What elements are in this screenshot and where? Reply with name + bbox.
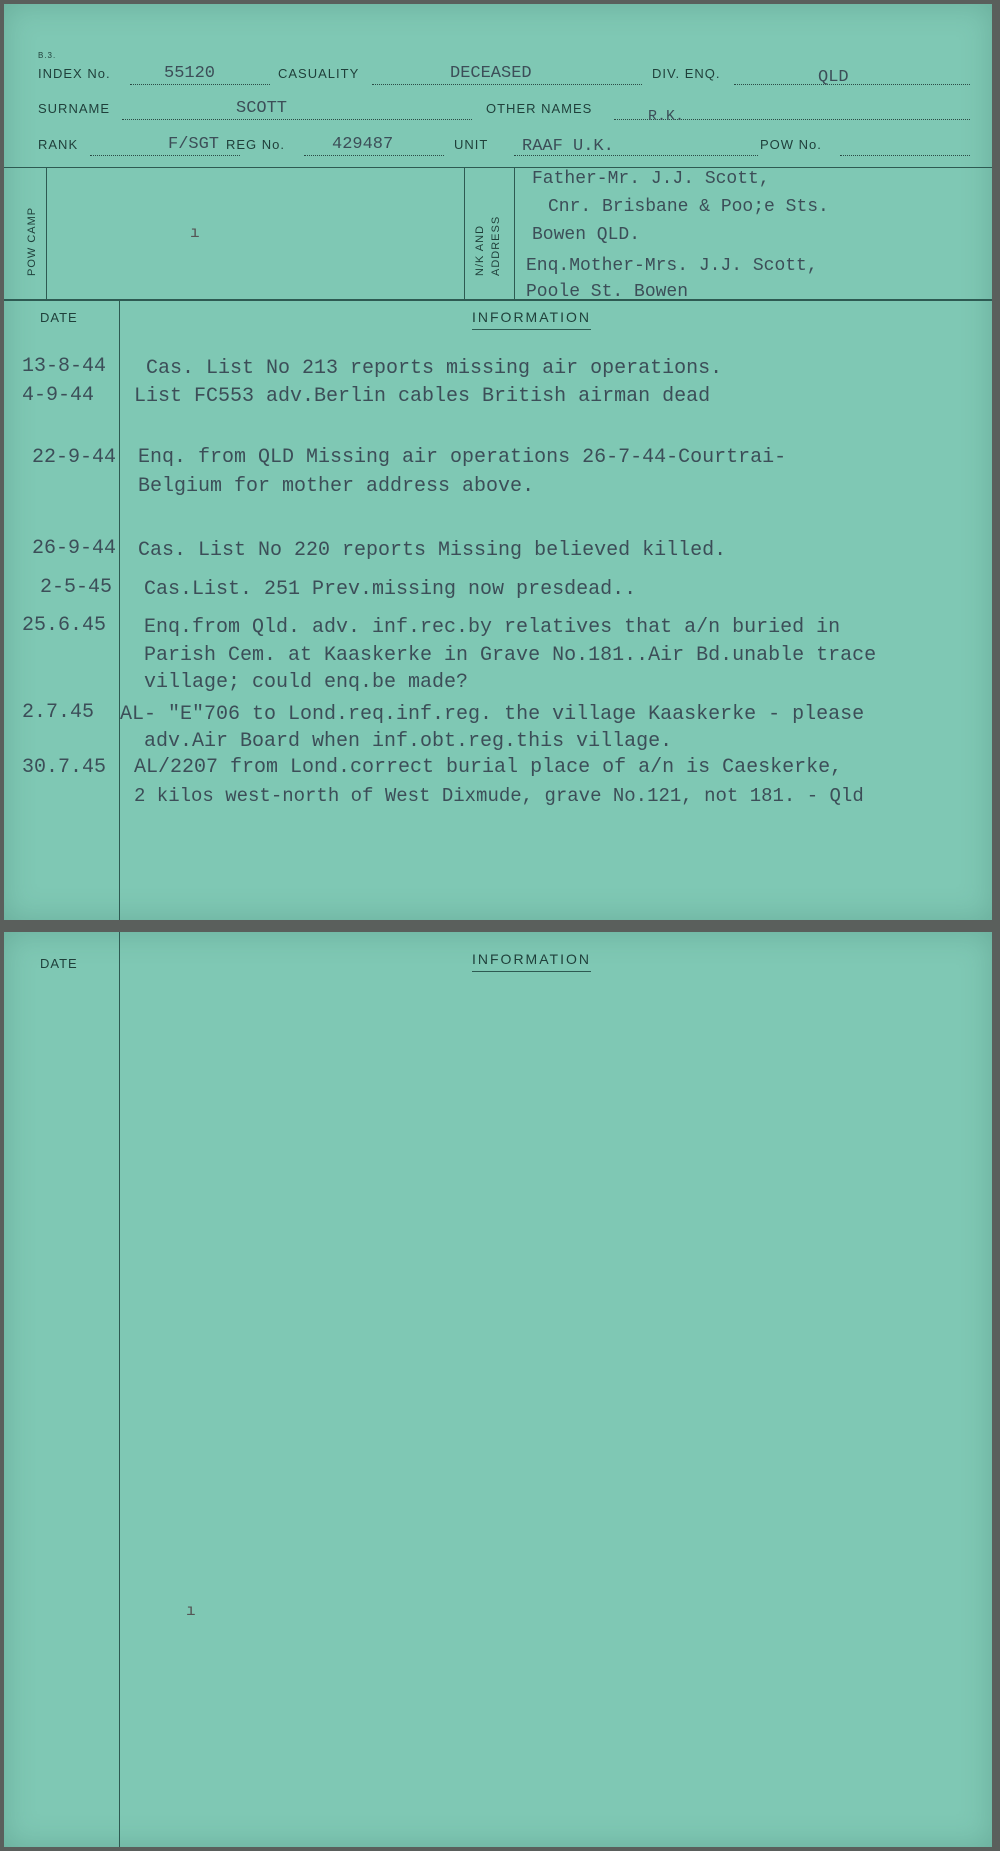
index-card-front <box>4 4 992 920</box>
entry-date: 26-9-44 <box>32 537 117 560</box>
address-line: Enq.Mother-Mrs. J.J. Scott, <box>526 256 818 276</box>
pow-camp-label: POW CAMP <box>26 206 38 276</box>
address-label: ADDRESS <box>490 215 502 276</box>
surname-value: SCOTT <box>236 99 288 118</box>
pow-no-label: POW No. <box>760 137 822 152</box>
entry-date: 22-9-44 <box>32 446 117 469</box>
div-enq-value: QLD <box>818 68 849 87</box>
casuality-line <box>372 84 642 85</box>
entry-date: 30.7.45 <box>22 756 107 779</box>
reg-no-line <box>304 155 444 156</box>
entry-text: 2 kilos west-north of West Dixmude, grave No.121, not 181. - Qld <box>134 785 864 807</box>
information-column-header: INFORMATION <box>472 951 591 972</box>
information-column-header: INFORMATION <box>472 309 591 330</box>
index-no-line <box>130 84 270 85</box>
index-no-label: INDEX No. <box>38 66 111 81</box>
entry-date: 13-8-44 <box>22 355 107 378</box>
entry-text: Cas.List. 251 Prev.missing now presdead.. <box>144 578 637 601</box>
address-line: Cnr. Brisbane & Poo;e Sts. <box>548 197 829 217</box>
other-names-value: R.K. <box>648 108 685 125</box>
entry-text: List FC553 adv.Berlin cables British airman dead <box>134 385 711 408</box>
entry-text: Enq.from Qld. adv. inf.rec.by relatives that a/n buried in <box>144 616 841 639</box>
index-card-back <box>4 932 992 1847</box>
address-line: Father-Mr. J.J. Scott, <box>532 169 770 189</box>
address-line: Poole St. Bowen <box>526 282 689 302</box>
date-column-divider <box>119 301 120 920</box>
pow-no-line <box>840 155 970 156</box>
entry-date: 2.7.45 <box>22 701 95 724</box>
entry-date: 4-9-44 <box>22 384 95 407</box>
other-names-label: OTHER NAMES <box>486 101 593 116</box>
address-divider-left <box>464 167 465 299</box>
form-code: B.3. <box>38 51 57 60</box>
surname-line <box>122 119 472 120</box>
pow-camp-divider <box>46 167 47 299</box>
stray-mark: ı <box>186 1602 196 1620</box>
entry-text: Cas. List No 213 reports missing air operations. <box>146 357 723 380</box>
casuality-label: CASUALITY <box>278 66 360 81</box>
casuality-value: DECEASED <box>450 64 532 83</box>
entry-text: Belgium for mother address above. <box>138 475 535 498</box>
unit-value: RAAF U.K. <box>522 137 614 156</box>
entry-text: Parish Cem. at Kaaskerke in Grave No.181..Air Bd.unable trace <box>144 644 877 667</box>
info-divider <box>4 299 992 301</box>
rank-line <box>90 155 240 156</box>
date-column-header: DATE <box>40 956 78 971</box>
div-enq-line <box>734 84 970 85</box>
div-enq-label: DIV. ENQ. <box>652 66 721 81</box>
surname-label: SURNAME <box>38 101 111 116</box>
header-divider <box>4 167 992 168</box>
rank-label: RANK <box>38 137 79 152</box>
reg-no-label: REG No. <box>226 137 286 152</box>
address-divider-right <box>514 167 515 299</box>
entry-text: AL- "E"706 to Lond.req.inf.reg. the village Kaaskerke - please <box>120 703 865 726</box>
entry-date: 2-5-45 <box>40 576 113 599</box>
entry-text: Enq. from QLD Missing air operations 26-7-44-Courtrai- <box>138 446 787 469</box>
nk-and-label: N/K AND <box>474 224 486 276</box>
entry-text: adv.Air Board when inf.obt.reg.this village. <box>144 730 673 753</box>
address-line: Bowen QLD. <box>532 225 641 245</box>
date-column-divider <box>119 932 120 1847</box>
entry-date: 25.6.45 <box>22 614 107 637</box>
reg-no-value: 429487 <box>332 135 394 154</box>
index-no-value: 55120 <box>164 64 216 83</box>
stray-mark: ı <box>190 224 200 242</box>
rank-value: F/SGT <box>168 135 220 154</box>
date-column-header: DATE <box>40 310 78 325</box>
unit-label: UNIT <box>454 137 489 152</box>
entry-text: Cas. List No 220 reports Missing believed killed. <box>138 539 727 562</box>
entry-text: AL/2207 from Lond.correct burial place of a/n is Caeskerke, <box>134 756 843 779</box>
entry-text: village; could enq.be made? <box>144 671 469 694</box>
